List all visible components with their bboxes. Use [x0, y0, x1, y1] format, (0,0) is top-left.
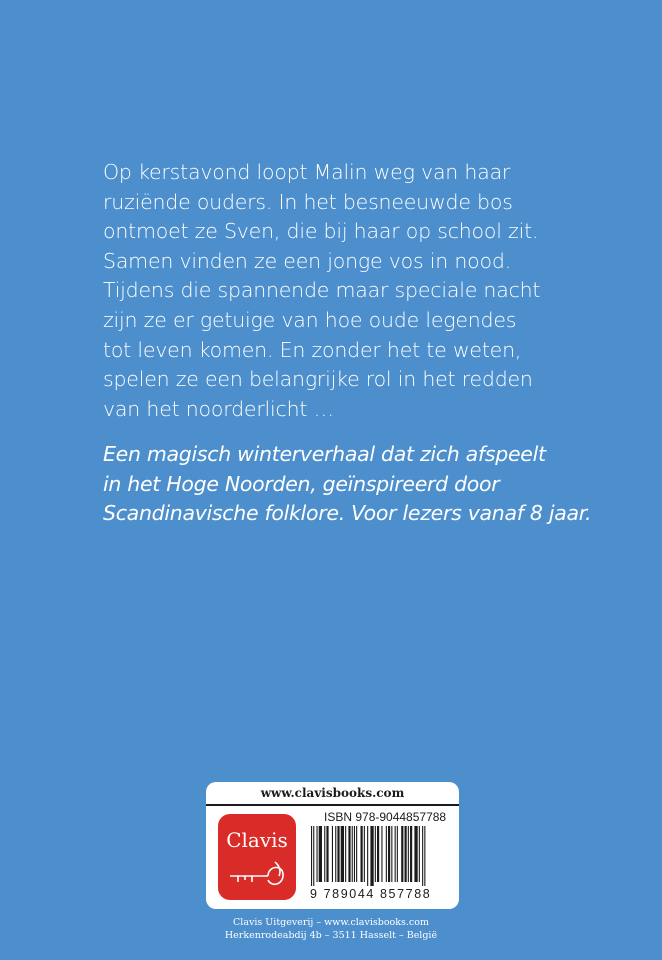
barcode-bar: [311, 826, 312, 886]
barcode-bar: [335, 826, 336, 882]
barcode-bar: [354, 826, 355, 882]
barcode-bar: [370, 826, 373, 886]
blurb-line: spelen ze een belangrijke rol in het redden: [103, 367, 533, 392]
barcode-bar: [422, 826, 423, 886]
tagline: [103, 440, 592, 529]
barcode-bar: [348, 826, 350, 882]
barcode-bar: [367, 826, 368, 886]
blurb-line: ontmoet ze Sven, die bij haar op school zit.: [103, 219, 539, 244]
clavis-logo: [218, 814, 296, 900]
tagline-line: Scandinavische folklore. Voor lezers vanaf 8 jaar.: [103, 501, 592, 526]
barcode-bar: [377, 826, 379, 882]
barcode-bar: [364, 826, 365, 882]
barcode-bar: [405, 826, 407, 882]
barcode-bar: [414, 826, 417, 882]
barcode-bar: [341, 826, 344, 882]
barcode-bar: [345, 826, 346, 882]
barcode-bar: [317, 826, 318, 882]
barcode-bar: [375, 826, 376, 882]
barcode-bar: [408, 826, 409, 882]
barcode-bar: [319, 826, 322, 882]
barcode-bar: [419, 826, 420, 882]
blurb-line: Samen vinden ze een jonge vos in nood.: [103, 248, 511, 273]
logo-text: Clavis: [226, 828, 288, 852]
blurb-line: Op kerstavond loopt Malin weg van haar: [103, 160, 511, 184]
barcode-bar: [352, 826, 353, 882]
divider: [206, 804, 459, 806]
barcode-panel: [206, 782, 459, 909]
tagline-line: Een magisch winterverhaal dat zich afspeelt: [103, 442, 546, 466]
isbn-label: ISBN 978-9044857788: [324, 810, 447, 824]
ean-digits: 9 789044 857788: [310, 887, 432, 901]
barcode-bar: [337, 826, 339, 882]
barcode-bar: [397, 826, 398, 882]
barcode-bar: [332, 826, 333, 882]
barcode-bar: [361, 826, 363, 882]
barcode-bar: [424, 826, 425, 886]
tagline-line: in het Hoge Noorden, geïnspireerd door: [103, 471, 500, 496]
barcode-bar: [401, 826, 403, 882]
barcode-bar: [386, 826, 387, 882]
barcode-bar: [388, 826, 390, 882]
publisher-line: Herkenrodeabdij 4b – 3511 Hasselt – België: [224, 930, 438, 941]
barcode-bar: [391, 826, 392, 882]
blurb-line: tot leven komen. En zonder het te weten,: [103, 337, 522, 362]
barcode: [311, 826, 451, 886]
barcode-bar: [324, 826, 325, 882]
barcode-bar: [356, 826, 357, 882]
publisher-info: [0, 916, 662, 942]
website-url: www.clavisbooks.com: [260, 786, 405, 800]
barcode-bar: [381, 826, 382, 882]
barcode-bar: [410, 826, 412, 882]
blurb-line: van het noorderlicht …: [103, 396, 334, 421]
barcode-bar: [395, 826, 396, 882]
key-icon: [228, 860, 286, 890]
barcode-bar: [326, 826, 328, 882]
blurb-line: ruziënde ouders. In het besneeuwde bos: [103, 189, 513, 214]
blurb-line: zijn ze er getuige van hoe oude legendes: [103, 307, 517, 332]
back-cover-blurb: [103, 158, 573, 424]
blurb-line: Tijdens die spannende maar speciale nacht: [103, 278, 541, 303]
barcode-bar: [313, 826, 314, 886]
publisher-line: Clavis Uitgeverij – www.clavisbooks.com: [233, 917, 429, 928]
